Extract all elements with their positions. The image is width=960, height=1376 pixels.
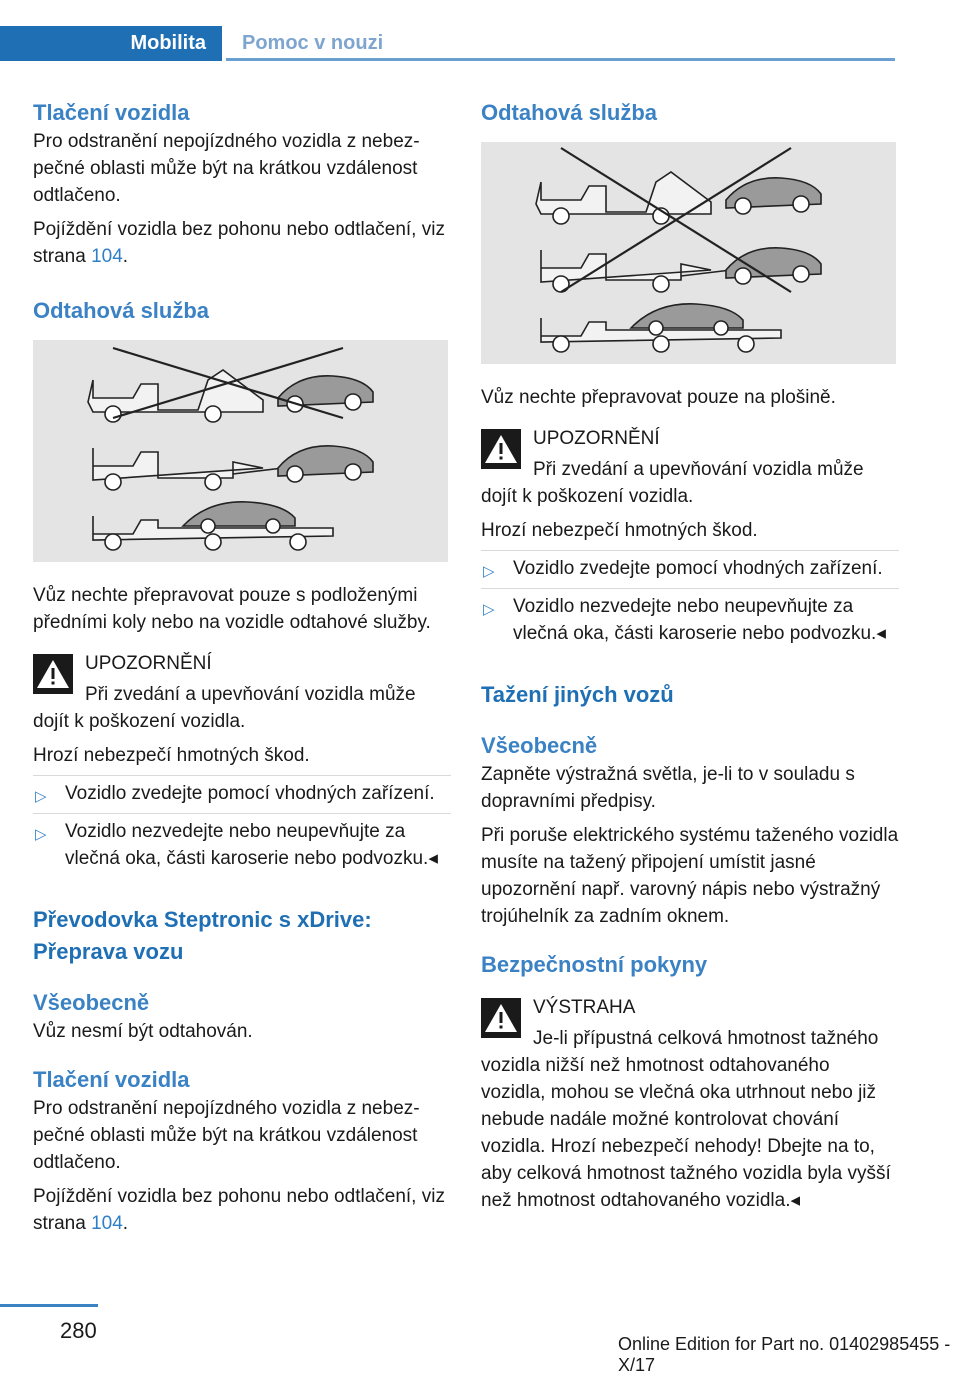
- warning-box: [33, 650, 451, 708]
- warning-risk: Hrozí nebezpečí hmotných škod.: [33, 745, 310, 766]
- push2-text: Pro odstranění nepojízdného vozidla z nebezpečné oblasti může být na krátkou vzdálenost odtlačeno.: [33, 1098, 420, 1173]
- danger-continuation: vozidla nižší než hmotnost odtahovaného vozidla, mohou se vlečná oka utrhnout nebo již nebude nadále možné kontrolovat chování vozidla. Hrozí nebezpečí nehody! Dbejte na to, aby celková hmotnost tažného vozidla byla vyšší než hmotnost odtahovaného vozidla.◂: [481, 1055, 891, 1211]
- towing-heading: Tažení jiných vozů: [481, 682, 674, 707]
- general-heading: Všeobecně: [33, 990, 150, 1015]
- footer-rule: [0, 1304, 98, 1307]
- general-text-1: Zapněte výstražná světla, je-li to v souladu s dopravními předpisy.: [481, 764, 855, 812]
- right-column: [481, 98, 899, 1214]
- page-link-104[interactable]: 104: [91, 246, 123, 267]
- danger-box: [481, 994, 899, 1052]
- left-column: [33, 98, 451, 1237]
- list-item: ▷ Vozidlo zvedejte pomocí vhodných zařízení.: [33, 775, 451, 813]
- push-heading: Tlačení vozidla: [33, 100, 190, 125]
- list-item: ▷ Vozidlo zvedejte pomocí vhodných zařízení.: [481, 550, 899, 588]
- triangle-bullet-icon: ▷: [35, 826, 47, 843]
- tab-pomoc-v-nouzi[interactable]: Pomoc v nouzi: [242, 32, 384, 54]
- general-heading: Všeobecně: [481, 733, 598, 758]
- list-item: ▷ Vozidlo nezvedejte nebo neupevňujte za vlečná oka, části karoserie nebo podvozku.◂: [33, 813, 451, 878]
- steptronic-heading: Převodovka Steptronic s xDrive: Přeprava vozu: [33, 907, 372, 964]
- tow-truck-figure-crossed: [481, 142, 896, 364]
- warning-body: Při zvedání a upevňování vozidla může: [533, 459, 864, 480]
- warning-continuation: dojít k poškození vozidla.: [481, 486, 694, 507]
- push2-heading: Tlačení vozidla: [33, 1067, 190, 1092]
- warning-icon: [481, 429, 521, 469]
- tow-heading: Odtahová služba: [33, 298, 210, 323]
- header-rule: [226, 58, 895, 61]
- tow-caption: Vůz nechte přepravovat pouze s podloženými předními koly nebo na vozidle odtahové služby.: [33, 585, 431, 633]
- triangle-bullet-icon: ▷: [483, 601, 495, 618]
- tow-heading: Odtahová služba: [481, 100, 658, 125]
- tow-caption: Vůz nechte přepravovat pouze na plošině.: [481, 387, 836, 408]
- list-item: ▷ Vozidlo nezvedejte nebo neupevňujte za vlečná oka, části karoserie nebo podvozku.◂: [481, 588, 899, 653]
- footer-edition: Online Edition for Part no. 01402985455 - X/17: [618, 1334, 951, 1375]
- bullet-list: [481, 550, 899, 653]
- warning-box: [481, 425, 899, 483]
- warning-body: Při zvedání a upevňování vozidla může: [85, 684, 416, 705]
- push-reference: Pojíždění vozidla bez pohonu nebo odtlačení, viz strana 104.: [33, 219, 445, 267]
- triangle-bullet-icon: ▷: [483, 563, 495, 580]
- danger-title: VÝSTRAHA: [533, 997, 636, 1018]
- danger-body: Je-li přípustná celková hmotnost tažného: [533, 1028, 879, 1049]
- warning-icon: [481, 998, 521, 1038]
- warning-icon: [33, 654, 73, 694]
- tab-mobilita[interactable]: Mobilita: [0, 26, 222, 61]
- general-text: Vůz nesmí být odtahován.: [33, 1021, 253, 1042]
- general-text-2: Při poruše elektrického systému taženého vozidla musíte na tažený připojení umístit jasné upozornění např. varovný nápis nebo výstražný trojúhelník za zadním oknem.: [481, 825, 899, 927]
- bullet-list: [33, 775, 451, 878]
- safety-heading: Bezpečnostní pokyny: [481, 952, 708, 977]
- warning-title: UPOZORNĚNÍ: [533, 428, 660, 449]
- triangle-bullet-icon: ▷: [35, 788, 47, 805]
- push-text: Pro odstranění nepojízdného vozidla z nebezpečné oblasti může být na krátkou vzdálenost odtlačeno.: [33, 131, 420, 206]
- tow-truck-figure: [33, 340, 448, 562]
- warning-continuation: dojít k poškození vozidla.: [33, 711, 246, 732]
- page-number: 280: [60, 1318, 97, 1343]
- warning-risk: Hrozí nebezpečí hmotných škod.: [481, 520, 758, 541]
- page-link-104[interactable]: 104: [91, 1213, 123, 1234]
- warning-title: UPOZORNĚNÍ: [85, 653, 212, 674]
- push2-reference: Pojíždění vozidla bez pohonu nebo odtlačení, viz strana 104.: [33, 1186, 445, 1234]
- page-header: [0, 0, 895, 60]
